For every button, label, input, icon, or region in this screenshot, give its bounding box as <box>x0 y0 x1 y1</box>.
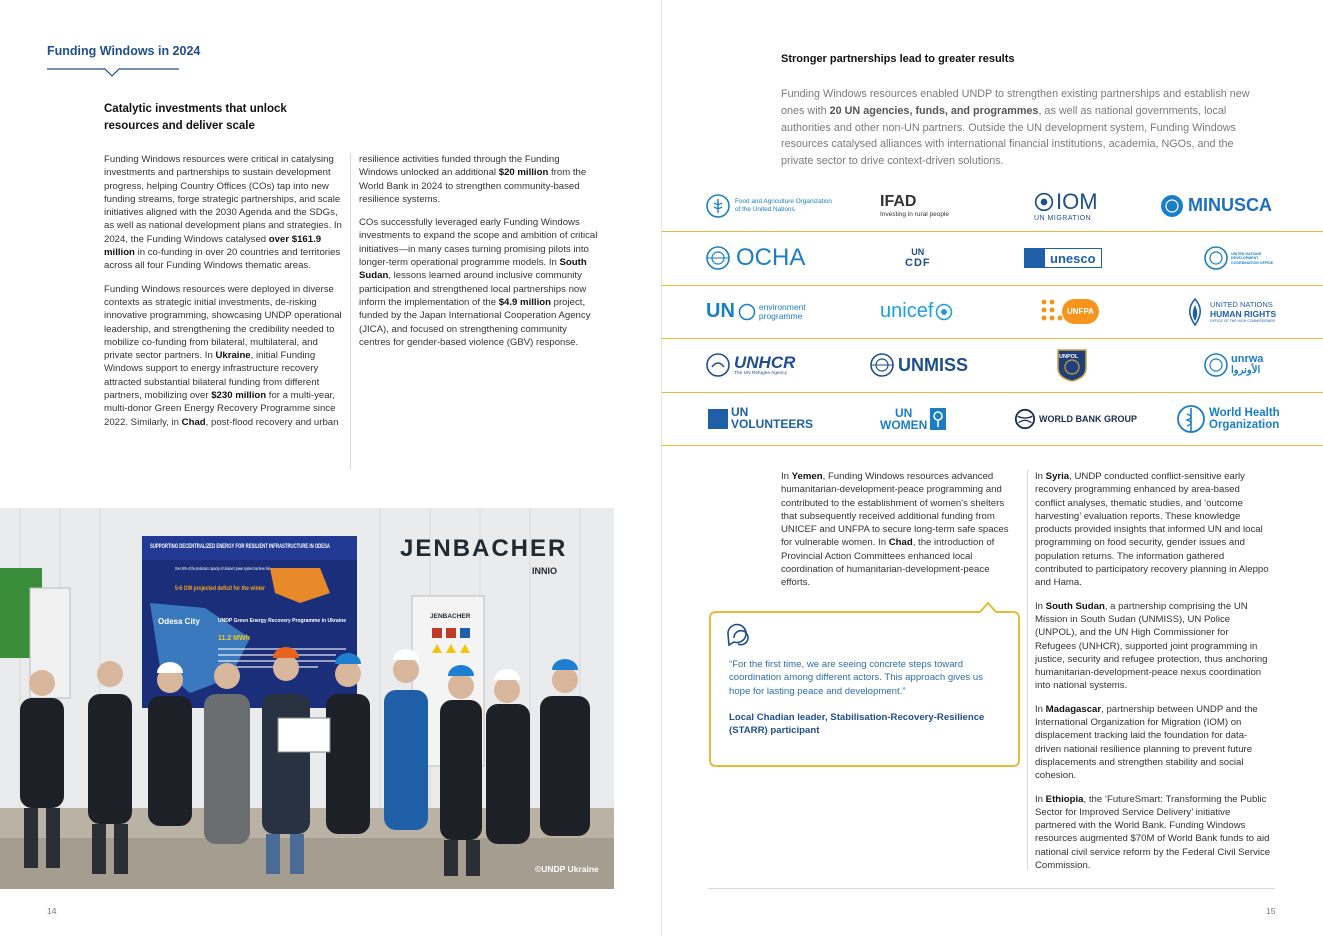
paragraph: Funding Windows resources were critical in catalysing investments and partnerships to sustain development progress, helping Country Offices (COs) tap into new funding streams, forge strategic partnerships, and scale initiatives aligned with the 2030 Agenda and the SDGs, as well as national development plans and strategies. In 2024, the Funding Windows catalysed over $161.9 million in co-funding in over 20 countries and territories across all four Funding Windows thematic areas. <box>104 154 342 272</box>
un-emblem-icon <box>1204 353 1228 377</box>
world-bank-globe-icon <box>1014 408 1036 430</box>
unicef-logo: unicef <box>880 286 953 339</box>
column-rule <box>350 153 351 470</box>
unrwa-logo: unrwa الأونروا <box>1204 339 1263 392</box>
unep-emblem-icon <box>738 303 756 321</box>
iom-emblem-icon <box>1034 192 1054 212</box>
quote-attribution: Local Chadian leader, Stabilisation-Recovery-Resilience (STARR) participant <box>729 712 985 737</box>
undco-logo: UNITED NATIONS DEVELOPMENT COORDINATION OFFICE <box>1204 232 1275 285</box>
unv-logo: UN VOLUNTEERS <box>708 393 813 446</box>
ohchr-logo: UNITED NATIONS HUMAN RIGHTS OFFICE OF THE HIGH COMMISSIONER <box>1184 286 1276 339</box>
fao-logo: Food and Agriculture Organization of the United Nations <box>706 180 839 231</box>
fao-emblem-icon <box>706 194 730 218</box>
paragraph: resilience activities funded through the Funding Windows unlocked an additional $20 million from the World Bank in 2024 to strengthen community-based resilience systems. <box>359 154 587 205</box>
paragraph: Funding Windows resources were deployed in diverse contexts as strategic initial investments, de-risking innovative programming, showcasing UNDP operational leadership, and strengthening the credibility needed to mobilize co-funding from bilateral, multilateral, and private sector partners. In Ukraine, initial Funding Windows support to energy infrastructure recovery attracted substantial bilateral funding from different partners, mobilizing over $230 million for a multi-year, multi-donor Green Energy Recovery Programme since 2022. Similarly, in Chad, post-flood recovery and urban <box>104 283 342 428</box>
banner-stat-2: 5-6 GW projected deficit for the winter <box>175 586 266 592</box>
photo-credit: ©UNDP Ukraine <box>535 864 599 874</box>
body-column-3 <box>781 470 1014 600</box>
body-column-4 <box>1035 470 1271 882</box>
column-rule <box>1027 470 1028 870</box>
partner-logo-grid <box>662 180 1323 448</box>
paragraph: In South Sudan, a partnership comprising the UN Mission in South Sudan (UNMISS), UN Police (UNPOL), and the UN High Commissioner for Refugees (UNHCR), supported joint programming in justice, security and refugee protection, thus anchoring humanitarian-development-peace nexus coordination into national systems. <box>1035 600 1268 692</box>
unpol-logo: UNPOL <box>1056 339 1088 392</box>
banner-stat-1: Over 60% of the production capacity of Ukraine's power system has been lost <box>175 566 271 571</box>
unmiss-logo: UNMISS <box>870 339 968 392</box>
intro-paragraph: Funding Windows resources enabled UNDP to strengthen existing partnerships and establish new ones with 20 UN agencies, funds, and programmes, as well as national governments, local authorities and other non-UN partners. Outside the UN development system, Funding Windows resources catalysed alliances with international financial institutions, academia, NGOs, and the private sector to drive context-driven solutions. <box>781 88 1250 168</box>
who-emblem-icon <box>1176 404 1206 434</box>
banner-city: Odesa City <box>158 617 200 626</box>
logo-row <box>662 286 1323 340</box>
un-emblem-icon <box>1160 194 1184 218</box>
logo-row <box>662 180 1323 232</box>
page-number-right: 15 <box>1266 906 1276 916</box>
unep-logo: UN environment programme <box>706 300 806 323</box>
ohchr-flame-icon <box>1184 297 1206 327</box>
unesco-logo: unesco <box>1024 232 1102 285</box>
paragraph: COs successfully leveraged early Funding Windows investments to expand the scope and ambition of critical initiatives—in many cases turning promising pilots into longer-term operational programme models. In South Sudan, lessons learned around inclusive community participation and strengthened local partnerships now inform the implementation of the $4.9 million project, funded by the Japan International Cooperation Agency (JICA), and focused on strengthening community centres for gender-based violence (GBV) response. <box>359 217 598 348</box>
minusca-logo: MINUSCA <box>1160 180 1272 231</box>
section-heading: Stronger partnerships lead to greater results <box>781 53 1015 65</box>
unesco-temple-icon <box>1025 248 1045 268</box>
unhcr-emblem-icon <box>706 353 730 377</box>
unwomen-symbol-icon <box>930 408 946 430</box>
paragraph: In Ethiopia, the ‘FutureSmart: Transforming the Public Sector for Improved Service Delivery’ initiative partnered with the World Bank. Funding Windows resources augmented $70M of World Bank funds to aid national civil service reform by the Federal Civil Service Commission. <box>1035 793 1271 872</box>
banner-mwh: 11.2 MWh <box>218 635 250 642</box>
spread-divider <box>661 0 662 936</box>
paragraph: In Madagascar, partnership between UNDP and the International Organization for Migration (IOM) on displacement tracking laid the foundation for data-driven national resilience planning to prevent future displacements and strengthen stability and social cohesion. <box>1035 703 1258 782</box>
unhcr-logo: UNHCR The UN Refugee Agency <box>706 339 795 392</box>
who-logo: World Health Organization <box>1176 393 1280 446</box>
world-bank-group-logo: WORLD BANK GROUP <box>1014 393 1137 446</box>
unv-emblem-icon <box>708 409 728 429</box>
un-emblem-icon <box>870 353 894 377</box>
un-emblem-icon <box>1204 246 1228 270</box>
logo-row <box>662 339 1323 393</box>
group-photo <box>0 508 614 889</box>
paragraph: In Yemen, Funding Windows resources advanced humanitarian-development-peace programming and contributed to the establishment of women's shelters that subsequently received additional funding from UNICEF and UNFPA to secure long-term safe spaces for vulnerable women. In Chad, the introduction of Provincial Action Committees enhanced local coordination of humanitarian-development-peace efforts. <box>781 471 1009 589</box>
logo-row <box>662 393 1323 447</box>
paragraph: In Syria, UNDP conducted conflict-sensitive early recovery programming enhanced by area-based conflict analyses, thematic studies, and ‘outcome harvesting’ evaluation reports. These knowledge products provided insights that informed UN and local programming on food security, gender issues and population returns. The information gathered contributed to participatory recovery planning in Aleppo and Hama. <box>1035 471 1269 589</box>
banner-programme: UNDP Green Energy Recovery Programme in Ukraine <box>218 618 346 624</box>
quote-text: “For the first time, we are seeing concrete steps toward coordination among different actors. This approach gives us hope for lasting peace and development.” <box>729 659 984 697</box>
ocha-logo: OCHA <box>706 232 805 285</box>
body-column-2 <box>359 153 599 359</box>
uncdf-logo: UN CDF <box>905 247 931 270</box>
page-number-left: 14 <box>47 906 57 916</box>
door-brand: JENBACHER <box>430 613 471 620</box>
unwomen-logo: UN WOMEN <box>880 393 946 446</box>
section-tag-underline <box>47 62 179 78</box>
container-sub: INNIO <box>532 566 558 576</box>
ifad-logo: IFAD Investing in rural people <box>880 193 950 218</box>
bottom-rule <box>708 888 1275 889</box>
logo-row <box>662 232 1323 286</box>
unfpa-logo: UNFPA <box>1040 286 1099 339</box>
un-emblem-icon <box>706 246 730 270</box>
unicef-emblem-icon <box>935 303 953 321</box>
photo-illustration <box>0 508 614 889</box>
iom-logo: IOM UN MIGRATION <box>1034 189 1098 222</box>
page-heading: Catalytic investments that unlock resources and deliver scale <box>104 103 287 132</box>
banner-title: SUPPORTING DECENTRALIZED ENERGY FOR RESILIENT INFRASTRUCTURE IN ODESA <box>150 543 331 550</box>
body-column-1 <box>104 153 342 439</box>
section-tag: Funding Windows in 2024 <box>47 44 201 58</box>
container-brand: JENBACHER <box>400 535 568 562</box>
